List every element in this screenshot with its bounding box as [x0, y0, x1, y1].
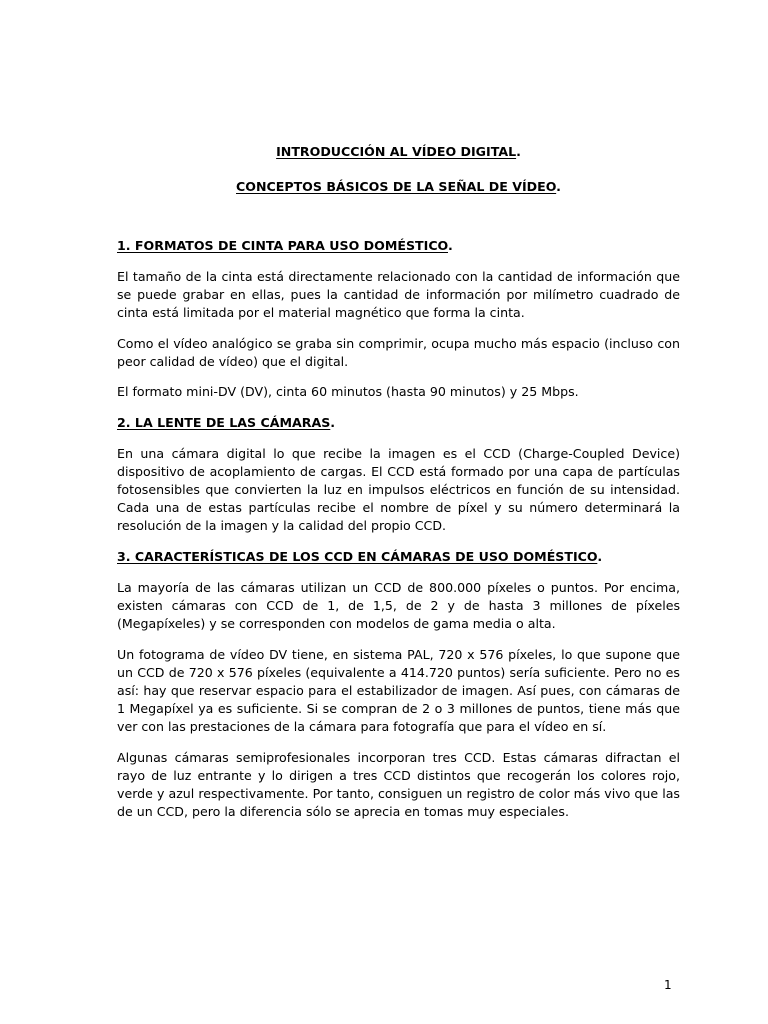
- section-heading: [117, 414, 680, 432]
- page-number: 1: [664, 978, 672, 992]
- document-title: [117, 142, 680, 162]
- section-heading-period: .: [597, 549, 603, 565]
- paragraph: El tamaño de la cinta está directamente relacionado con la cantidad de información que se puede grabar en ellas, pues la cantidad de información por milímetro cuadrado de cinta está limitada por el material magnético que forma la cinta.: [117, 269, 680, 321]
- document-subtitle: [117, 177, 680, 197]
- paragraph: En una cámara digital lo que recibe la imagen es el CCD (Charge-Coupled Device) dispositivo de acoplamiento de cargas. El CCD está formado por una capa de partículas fotosensibles que convierten la luz en impulsos eléctricos en función de su intensidad. Cada una de estas partículas recibe el nombre de píxel y su número determinará la resolución de la imagen y la calidad del propio CCD.: [117, 446, 680, 534]
- section-heading-text: 1. FORMATOS DE CINTA PARA USO DOMÉSTICO: [117, 238, 448, 253]
- section-heading: [117, 237, 680, 255]
- document-subtitle-period: .: [556, 179, 561, 194]
- document-title-text: INTRODUCCIÓN AL VÍDEO DIGITAL: [276, 144, 517, 159]
- section-heading-period: .: [448, 238, 453, 253]
- section-heading-period: .: [330, 415, 336, 431]
- paragraph: El formato mini-DV (DV), cinta 60 minutos (hasta 90 minutos) y 25 Mbps.: [117, 384, 579, 400]
- section-heading-text: 3. CARACTERÍSTICAS DE LOS CCD EN CÁMARAS DE USO DOMÉSTICO: [117, 549, 598, 565]
- document-body: [117, 237, 680, 834]
- section-heading-text: 2. LA LENTE DE LAS CÁMARAS: [117, 415, 331, 431]
- document-subtitle-text: CONCEPTOS BÁSICOS DE LA SEÑAL DE VÍDEO: [236, 179, 557, 194]
- title-block: [117, 142, 680, 197]
- section-formatos: [117, 237, 680, 402]
- section-heading: [117, 548, 680, 566]
- paragraph: Algunas cámaras semiprofesionales incorporan tres CCD. Estas cámaras difractan el rayo de luz entrante y lo dirigen a tres CCD distintos que recogerán los colores rojo, verde y azul respectivamente. Por tanto, consiguen un registro de color más vivo que las de un CCD, pero la diferencia sólo se aprecia en tomas muy especiales.: [117, 749, 680, 820]
- section-lente: [117, 414, 680, 535]
- paragraph: Como el vídeo analógico se graba sin comprimir, ocupa mucho más espacio (incluso con peor calidad de vídeo) que el digital.: [117, 335, 680, 369]
- document-title-period: .: [516, 144, 521, 159]
- section-ccd: [117, 548, 680, 821]
- paragraph: Un fotograma de vídeo DV tiene, en sistema PAL, 720 x 576 píxeles, lo que supone que un CCD de 720 x 576 píxeles (equivalente a 414.720 puntos) sería suficiente. Pero no es así: hay que reservar espacio para el estabilizador de imagen. Así pues, con cámaras de 1 Megapíxel ya es suficiente. Si se compran de 2 o 3 millones de puntos, tiene más que ver con las prestaciones de la cámara para fotografía que para el vídeo en sí.: [117, 646, 680, 735]
- paragraph: La mayoría de las cámaras utilizan un CCD de 800.000 píxeles o puntos. Por encima, existen cámaras con CCD de 1, de 1,5, de 2 y de hasta 3 millones de píxeles (Megapíxeles) y se corresponden con modelos de gama media o alta.: [117, 580, 680, 632]
